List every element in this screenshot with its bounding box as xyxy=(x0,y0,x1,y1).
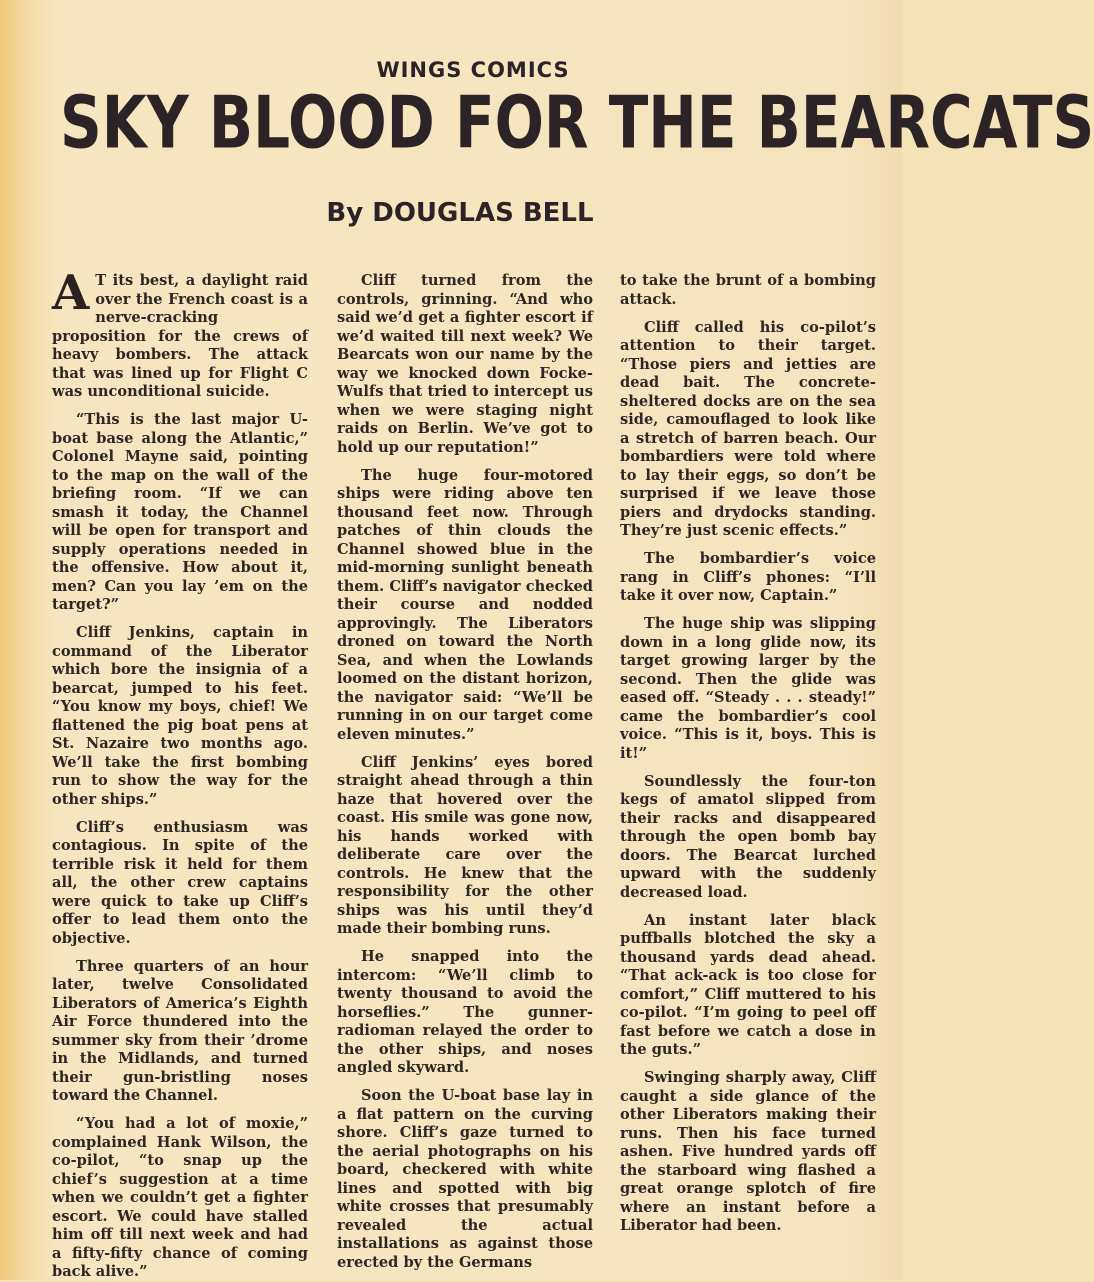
paragraph: Cliff turned from the controls, grinning. “And who said we’d get a fighter escort if we’d waited till next week? We Bearcats won our name by the way we knocked down Focke-Wulfs that tried to intercept us when we were staging night raids on Berlin. We’ve got to hold up our reputation!” xyxy=(337,272,593,456)
author-byline: By DOUGLAS BELL xyxy=(326,198,594,228)
paragraph: The bombardier’s voice rang in Cliff’s phones: “I’ll take it over now, Captain.” xyxy=(620,550,876,604)
paragraph: Cliff’s enthusiasm was contagious. In spite of the terrible risk it held for them all, the other crew captains were quick to take up Cliff’s offer to lead them onto the objective. xyxy=(52,818,308,947)
paragraph: An instant later black puffballs blotched the sky a thousand yards dead ahead. “That ack-ack is too close for comfort,” Cliff muttered to his co-pilot. “I’m going to peel off fast before we catch a dose in the guts.” xyxy=(620,911,876,1058)
paragraph: “You had a lot of moxie,” complained Hank Wilson, the co-pilot, “to snap up the chief’s suggestion at a time when we couldn’t get a fighter escort. We could have stalled him off till next week and had a fifty-fifty chance of coming back alive.” xyxy=(52,1115,308,1280)
paragraph: Soon the U-boat base lay in a flat pattern on the curving shore. Cliff’s gaze turned to the aerial photographs on his board, checkered with white lines and spotted with big white crosses that presumably revealed the actual installations as against those erected by the Germans xyxy=(337,1087,593,1271)
paragraph: “This is the last major U-boat base along the Atlantic,” Colonel Mayne said, pointing to the map on the wall of the briefing room. “If we can smash it today, the Channel will be open for transport and supply operations needed in the offensive. How about it, men? Can you lay ’em on the target?” xyxy=(52,411,308,613)
text-column-2 xyxy=(337,272,593,1271)
drop-cap: A xyxy=(52,265,90,321)
paragraph: A T its best, a daylight raid over the French coast is a nerve-cracking proposition for the crews of heavy bombers. The attack that was lined up for Flight C was unconditional suicide. xyxy=(52,265,308,400)
paragraph: He snapped into the intercom: “We’ll climb to twenty thousand to avoid the horseflies.” The gunner-radioman relayed the order to the other ships, and noses angled skyward. xyxy=(337,948,593,1076)
paragraph: Swinging sharply away, Cliff caught a side glance of the other Liberators making their runs. Then his face turned ashen. Five hundred yards off the starboard wing flashed a great orange splotch of fire where an instant before a Liberator had been. xyxy=(620,1069,876,1234)
paragraph: Three quarters of an hour later, twelve Consolidated Liberators of America’s Eighth Air Force thundered into the summer sky from their ’drome in the Midlands, and turned their gun-bristling noses toward the Channel. xyxy=(52,957,308,1104)
paragraph: to take the brunt of a bombing attack. xyxy=(620,272,876,308)
paragraph: The huge ship was slipping down in a long glide now, its target growing larger by the second. Then the glide was eased off. “Steady . . . steady!” came the bombardier’s cool voice. “This is it, boys. This is it!” xyxy=(620,615,876,762)
paragraph: The huge four-motored ships were riding above ten thousand feet now. Through patches of thin clouds the Channel showed blue in the mid-morning sunlight beneath them. Cliff’s navigator checked their course and nodded approvingly. The Liberators droned on toward the North Sea, and when the Lowlands loomed on the distant horizon, the navigator said: “We’ll be running in on our target come eleven minutes.” xyxy=(337,466,593,743)
paragraph: Cliff called his co-pilot’s attention to their target. “Those piers and jetties are dead bait. The concrete-sheltered docks are on the sea side, camouflaged to look like a stretch of barren beach. Our bombardiers were told where to lay their eggs, so don’t be surprised if we leave those piers and drydocks standing. They’re just scenic effects.” xyxy=(620,318,876,539)
text-column-3 xyxy=(620,272,876,1262)
series-title: WINGS COMICS xyxy=(376,58,570,82)
paragraph: Soundlessly the four-ton kegs of amatol slipped from their racks and disappeared through the open bomb bay doors. The Bearcat lurched upward with the suddenly decreased load. xyxy=(620,772,876,901)
story-title: SKY BLOOD FOR THE BEARCATS xyxy=(60,80,1094,165)
text-column-1 xyxy=(52,265,308,1280)
paragraph: Cliff Jenkins, captain in command of the Liberator which bore the insignia of a bearcat, jumped to his feet. “You know my boys, chief! We flattened the pig boat pens at St. Nazaire two months ago. We’ll take the first bombing run to show the way for the other ships.” xyxy=(52,624,308,808)
paragraph: Cliff Jenkins’ eyes bored straight ahead through a thin haze that hovered over the coast. His smile was gone now, his hands worked with deliberate care over the controls. He knew that the responsibility for the other ships was his until they’d made their bombing runs. xyxy=(337,753,593,937)
